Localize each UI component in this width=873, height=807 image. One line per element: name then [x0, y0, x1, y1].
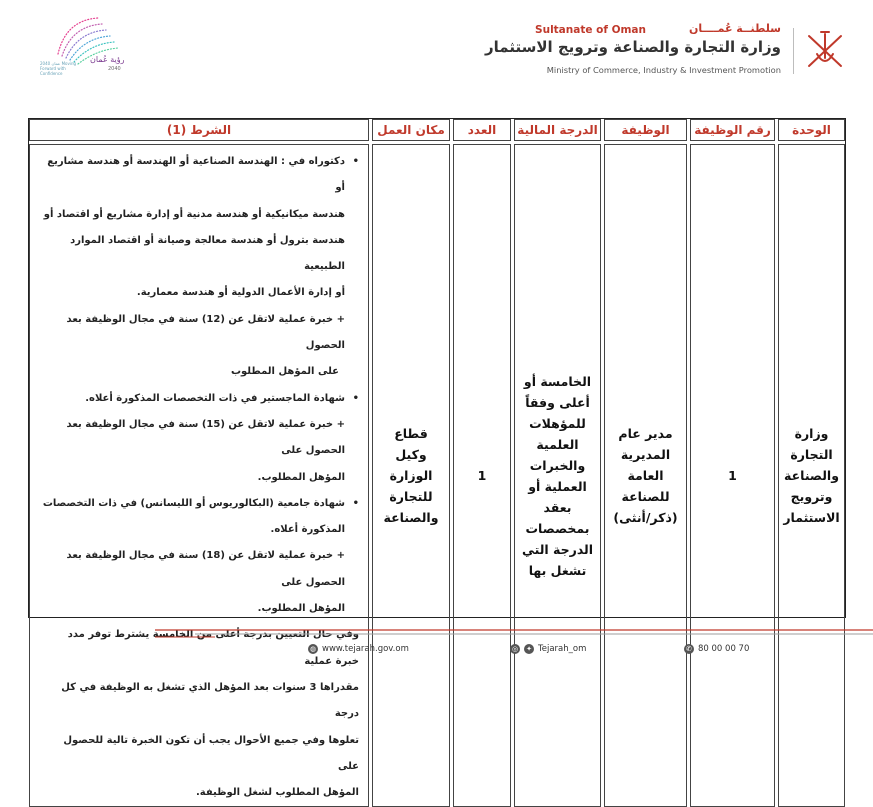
condition-line: مقدراها 3 سنوات بعد المؤهل الذي تشغل به الوظيفة في كل درجة	[61, 681, 359, 720]
sultanate-ar: سلطنــة عُمــــان	[689, 22, 781, 35]
condition-line: هندسة بترول أو هندسة معالجة وصيانة أو اقتصاد الموارد الطبيعية	[70, 234, 345, 273]
condition-line: المؤهل المطلوب.	[257, 603, 345, 615]
header-grade: الدرجة المالية	[514, 119, 601, 141]
header-workplace: مكان العمل	[372, 119, 450, 141]
footer-phone[interactable]	[684, 644, 749, 654]
ministry-name-ar: وزارة التجارة والصناعة وترويج الاستثمار	[485, 38, 781, 56]
ministry-name-en: Ministry of Commerce, Industry & Investment Promotion	[546, 65, 781, 75]
social-handle-text[interactable]: Tejarah_om	[538, 644, 587, 654]
condition-line: + خبرة عملية لاتقل عن (18) سنة في مجال الوظيفة بعد الحصول على	[66, 550, 345, 588]
header-count: العدد	[453, 119, 511, 141]
cell-count: 1	[453, 144, 511, 807]
header-job: الوظيفة	[604, 119, 687, 141]
cell-job: مدير عام المديرية العامة للصناعة (ذكر/أنثى)	[604, 144, 687, 807]
footer-website[interactable]	[308, 644, 409, 654]
cell-job-number: 1	[690, 144, 775, 807]
condition-line: هندسة ميكانيكية أو هندسة مدنية أو إدارة مشاريع أو اقتصاد أو	[43, 208, 345, 220]
globe-icon: ◍	[309, 645, 317, 653]
cell-grade: الخامسة أو أعلى وفقاً للمؤهلات العلمية والخبرات العملية أو بعقد بمخصصات الدرجة التي تشغل بها	[514, 144, 601, 807]
condition-line: + خبرة عملية لاتقل عن (12) سنة في مجال الوظيفة بعد الحصول	[66, 313, 345, 352]
vision-year: 2040	[108, 66, 121, 72]
condition-line: وفي حال التعيين بدرجة أعلى من الخامسة يشترط توفر مدد خبرة عملية	[67, 629, 359, 667]
condition-line: أو إدارة الأعمال الدولية أو هندسة معمارية.	[136, 287, 345, 299]
instagram-icon: ◎	[511, 645, 519, 653]
oman-emblem-icon	[801, 28, 849, 74]
header-unit: الوحدة	[778, 119, 845, 141]
sultanate-en: Sultanate of Oman	[535, 24, 646, 36]
vision-caption: عمان 2040 Moving Forward with Confidence	[40, 61, 77, 76]
vision-arabic-wordmark: رؤية عُمان	[90, 55, 125, 64]
condition-line: المؤهل المطلوب لشغل الوظيفة.	[195, 787, 359, 799]
twitter-icon: ✦	[524, 644, 534, 654]
condition-line: تعلوها وفي جميع الأحوال يجب أن تكون الخبرة تالية للحصول على	[63, 734, 359, 772]
condition-line: على المؤهل المطلوب	[230, 366, 339, 378]
condition-line: • شهادة جامعية (البكالوريوس أو الليسانس) في ذات التخصصات	[42, 491, 359, 517]
phone-icon: ✆	[684, 644, 694, 654]
cell-unit: وزارة التجارة والصناعة وترويج الاستثمار	[778, 144, 845, 807]
condition-line: • شهادة الماجستير في ذات التخصصات المذكورة أعلاه.	[42, 386, 359, 412]
footer-decorative-lines	[155, 624, 873, 636]
footer-social[interactable]	[510, 644, 586, 654]
condition-line: المؤهل المطلوب.	[257, 471, 345, 483]
header-condition: الشرط (1)	[29, 119, 369, 141]
cell-condition	[29, 144, 369, 807]
condition-line: + خبرة عملية لاتقل عن (15) سنة في مجال الوظيفة بعد الحصول على	[66, 418, 345, 457]
header-divider	[793, 28, 794, 74]
condition-line: • دكتوراه في : الهندسة الصناعية أو الهندسة أو هندسة مشاريع أو	[42, 149, 359, 202]
condition-line: المذكورة أعلاه.	[270, 524, 345, 536]
header-job-number: رقم الوظيفة	[690, 119, 775, 141]
cell-workplace: قطاع وكيل الوزارة للتجارة والصناعة	[372, 144, 450, 807]
website-text[interactable]: www.tejarah.gov.om	[322, 644, 409, 654]
phone-text[interactable]: 80 00 00 70	[698, 644, 750, 654]
